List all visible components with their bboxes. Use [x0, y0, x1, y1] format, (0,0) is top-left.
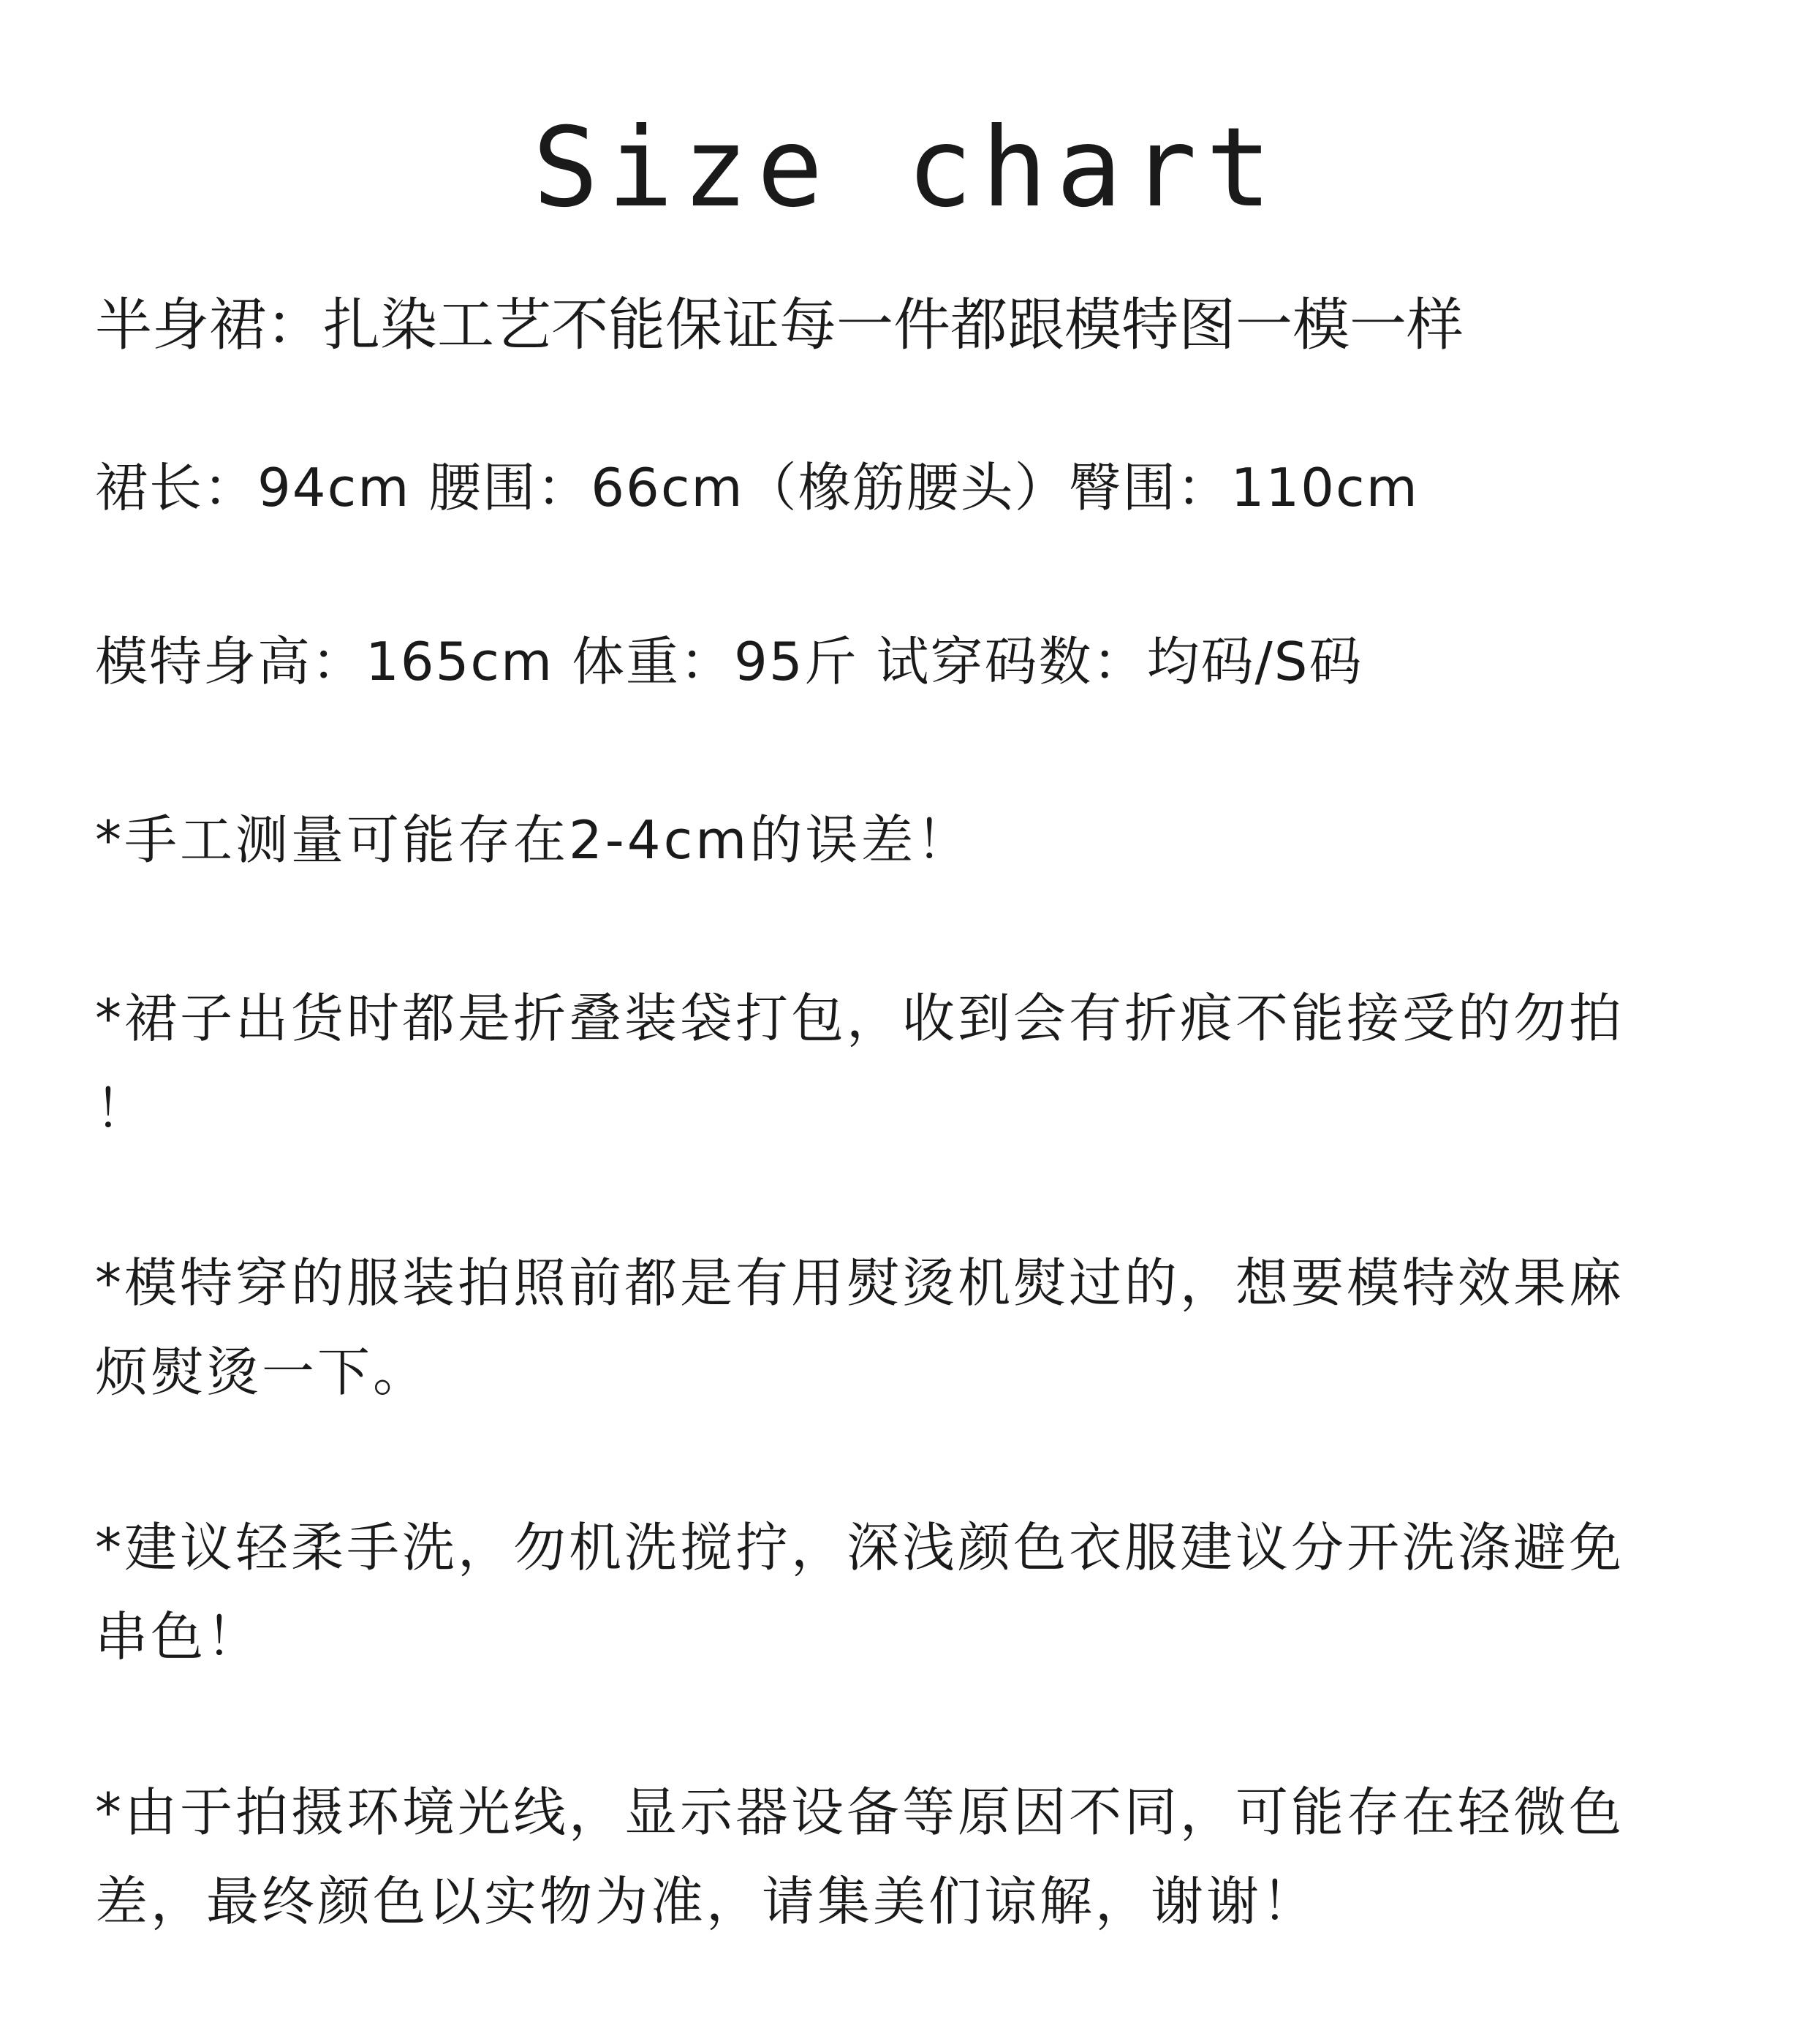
product-subtitle: 半身裙：扎染工艺不能保证每一件都跟模特图一模一样 — [95, 292, 1464, 358]
measurements-line: 裙长：94cm 腰围：66cm（橡筋腰头）臀围：110cm — [95, 457, 1419, 518]
note-washing-line-2: 串色！ — [95, 1606, 262, 1668]
note-packaging-line-2: ！ — [95, 1078, 151, 1140]
note-color-diff-line-2: 差，最终颜色以实物为准，请集美们谅解，谢谢！ — [95, 1871, 1318, 1932]
note-ironing-line-2: 烦熨烫一下。 — [95, 1341, 429, 1403]
page-title: Size chart — [532, 105, 1281, 232]
note-measurement-error: *手工测量可能存在2-4cm的误差！ — [95, 809, 972, 871]
note-packaging-line-1: *裙子出货时都是折叠装袋打包，收到会有折痕不能接受的勿拍 — [95, 988, 1625, 1049]
note-ironing-line-1: *模特穿的服装拍照前都是有用熨烫机熨过的，想要模特效果麻 — [95, 1252, 1625, 1314]
note-color-diff-line-1: *由于拍摄环境光线，显示器设备等原因不同，可能存在轻微色 — [95, 1782, 1625, 1843]
note-washing-line-1: *建议轻柔手洗，勿机洗搅拧，深浅颜色衣服建议分开洗涤避免 — [95, 1517, 1625, 1578]
model-info-line: 模特身高：165cm 体重：95斤 试穿码数：均码/S码 — [95, 631, 1363, 692]
